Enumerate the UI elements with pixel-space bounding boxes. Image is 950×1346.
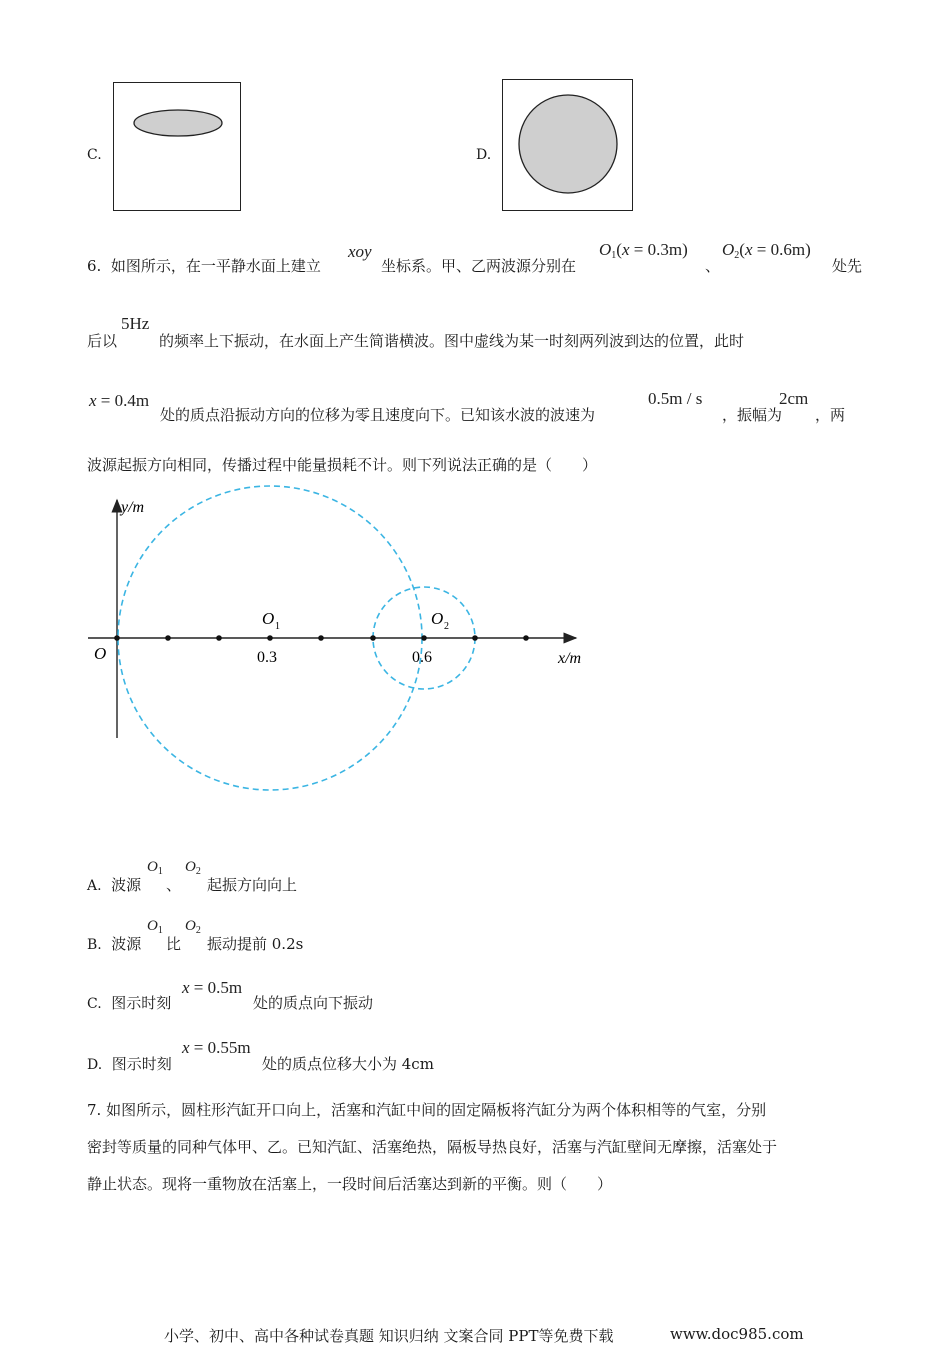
q6-number: 6. — [87, 257, 102, 275]
origin-label: O — [94, 644, 107, 663]
q6-line1: 6. 如图所示，在一平静水面上建立 — [87, 257, 321, 275]
tick-0.3: 0.3 — [257, 649, 277, 666]
option-c-label: C. — [87, 147, 102, 163]
footer-url[interactable]: www.doc985.com — [670, 1325, 804, 1343]
q7-line1: 7. 如图所示，圆柱形汽缸开口向上，活塞和汽缸中间的固定隔板将汽缸分为两个体积相等的气室，分别 — [87, 1101, 767, 1119]
tick-0.6: 0.6 — [412, 649, 432, 666]
option-d: D. 图示时刻 — [87, 1055, 172, 1073]
o1-position: $O_1(x = 0.3m)$ — [599, 240, 688, 261]
x-04: x = 0.4m — [89, 391, 150, 410]
q6-line1b: 坐标系。甲、乙两波源分别在 — [381, 257, 577, 275]
x-05: x = 0.5m — [182, 978, 243, 997]
q6-line4: 波源起振方向相同，传播过程中能量损耗不计。则下列说法正确的是（ ） — [87, 456, 598, 474]
coord-xoy: xoy — [348, 242, 372, 261]
x-axis-label: x/m — [558, 650, 582, 667]
ellipse-shape — [114, 83, 240, 210]
y-axis-label: y/m — [121, 499, 145, 516]
o1-sub: 1 — [275, 621, 280, 632]
o2-sub: 2 — [444, 621, 449, 632]
option-c: C. 图示时刻 — [87, 994, 172, 1012]
wave-figure — [80, 478, 590, 808]
option-d-label: D. — [476, 147, 492, 163]
option-d-figure — [502, 79, 633, 211]
q7-line2: 密封等质量的同种气体甲、乙。已知汽缸、活塞绝热，隔板导热良好，活塞与汽缸壁间无摩擦，活塞处于 — [87, 1138, 778, 1156]
frequency: 5Hz — [121, 314, 150, 333]
q7-line3: 静止状态。现将一重物放在活塞上，一段时间后活塞达到新的平衡。则（ ） — [87, 1175, 613, 1193]
o1-label: O — [262, 609, 275, 628]
o2-label: O — [431, 609, 444, 628]
amplitude: 2cm — [779, 389, 809, 408]
footer-text: 小学、初中、高中各种试卷真题 知识归纳 文案合同 PPT等免费下载 — [164, 1327, 614, 1345]
x-055: x = 0.55m — [182, 1038, 251, 1057]
option-a: A. 波源 — [87, 876, 142, 894]
circle-shape — [503, 80, 632, 210]
option-b: B. 波源 — [87, 935, 142, 953]
o2-position: $O_2(x = 0.6m)$ — [722, 240, 811, 261]
wave-speed: 0.5m / s — [648, 389, 703, 408]
option-c-figure — [113, 82, 241, 211]
